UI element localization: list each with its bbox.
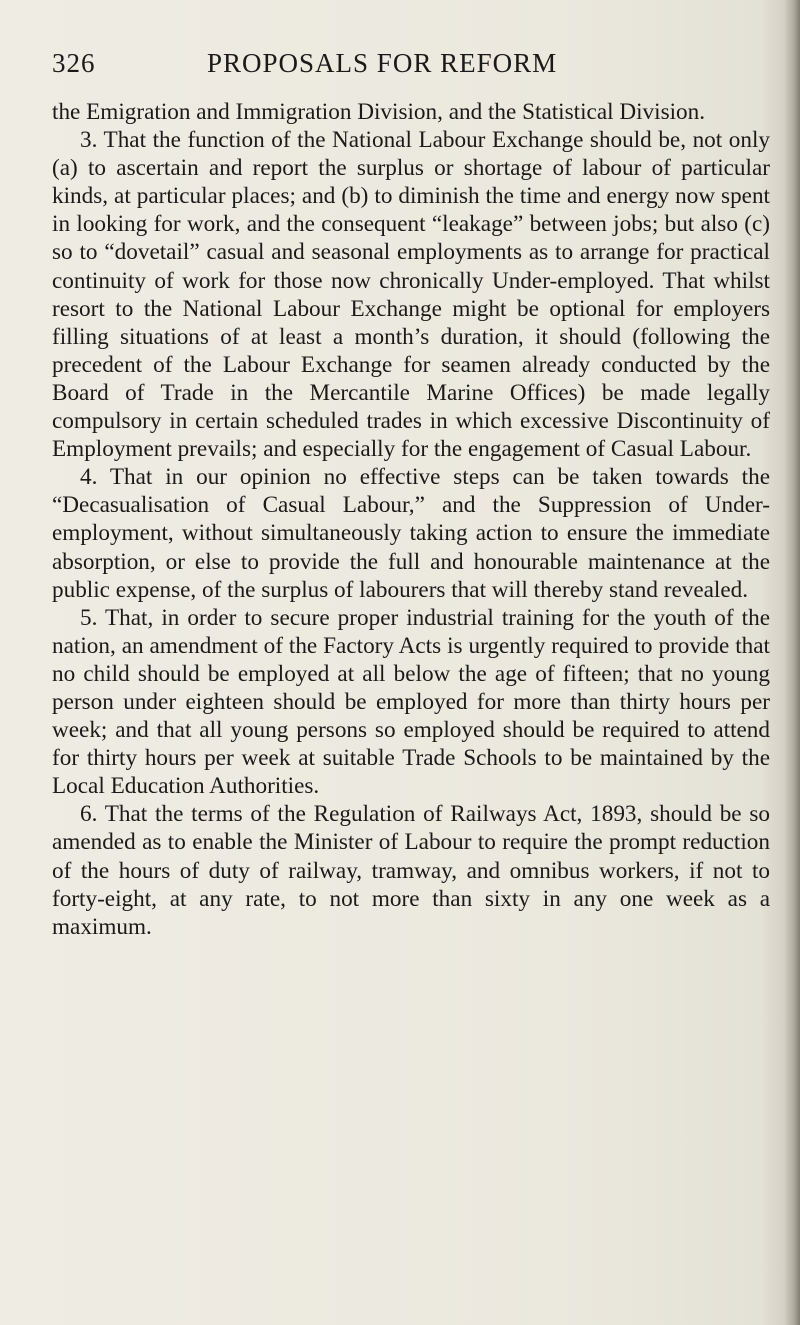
running-head <box>52 48 772 88</box>
running-head-title: PROPOSALS FOR REFORM <box>207 48 558 78</box>
paragraph-3: 3. That the function of the National Labour Exchange should be, not only (a) to ascertain and report the surplus or shortage of labour of particular kinds, at particular places; and (b) to diminish the time and energy now spent in looking for work, and the consequent “leakage” between jobs; but also (c) so to “dovetail” casual and seasonal employments as to arrange for practical continuity of work for those now chronically Under-employed. That whilst resort to the National Labour Exchange might be optional for employers filling situations of at least a month’s duration, it should (following the precedent of the Labour Exchange for seamen already conducted by the Board of Trade in the Mercantile Marine Offices) be made legally compulsory in certain scheduled trades in which excessive Discontinuity of Employment prevails; and especially for the engagement of Casual Labour. <box>52 127 770 463</box>
paragraph-continuation: the Emigration and Immigration Division, and the Statistical Division. <box>52 99 706 125</box>
page-edge-shadow <box>784 0 800 1325</box>
paragraph-6: 6. That the terms of the Regulation of Railways Act, 1893, should be so amended as to enable the Minister of Labour to require the prompt reduction of the hours of duty of railway, tramway, and omnibus workers, if not to forty-eight, at any rate, to not more than sixty in any one week as a maximum. <box>52 801 770 940</box>
paragraph-5: 5. That, in order to secure proper industrial training for the youth of the nation, an amendment of the Factory Acts is urgently required to provide that no child should be employed at all below the age of fifteen; that no young person under eighteen should be employed for more than thirty hours per week; and that all young persons so employed should be required to attend for thirty hours per week at suitable Trade Schools to be maintained by the Local Education Authorities. <box>52 604 770 800</box>
page-number: 326 <box>52 48 96 78</box>
paragraph-4: 4. That in our opinion no effective steps can be taken towards the “Decasualisation of Casual Labour,” and the Suppression of Under-employment, without simultaneously taking action to ensure the immediate absorption, or else to provide the full and honourable maintenance at the public expense, of the surplus of labourers that will thereby stand revealed. <box>52 464 770 603</box>
body-text <box>52 98 770 941</box>
